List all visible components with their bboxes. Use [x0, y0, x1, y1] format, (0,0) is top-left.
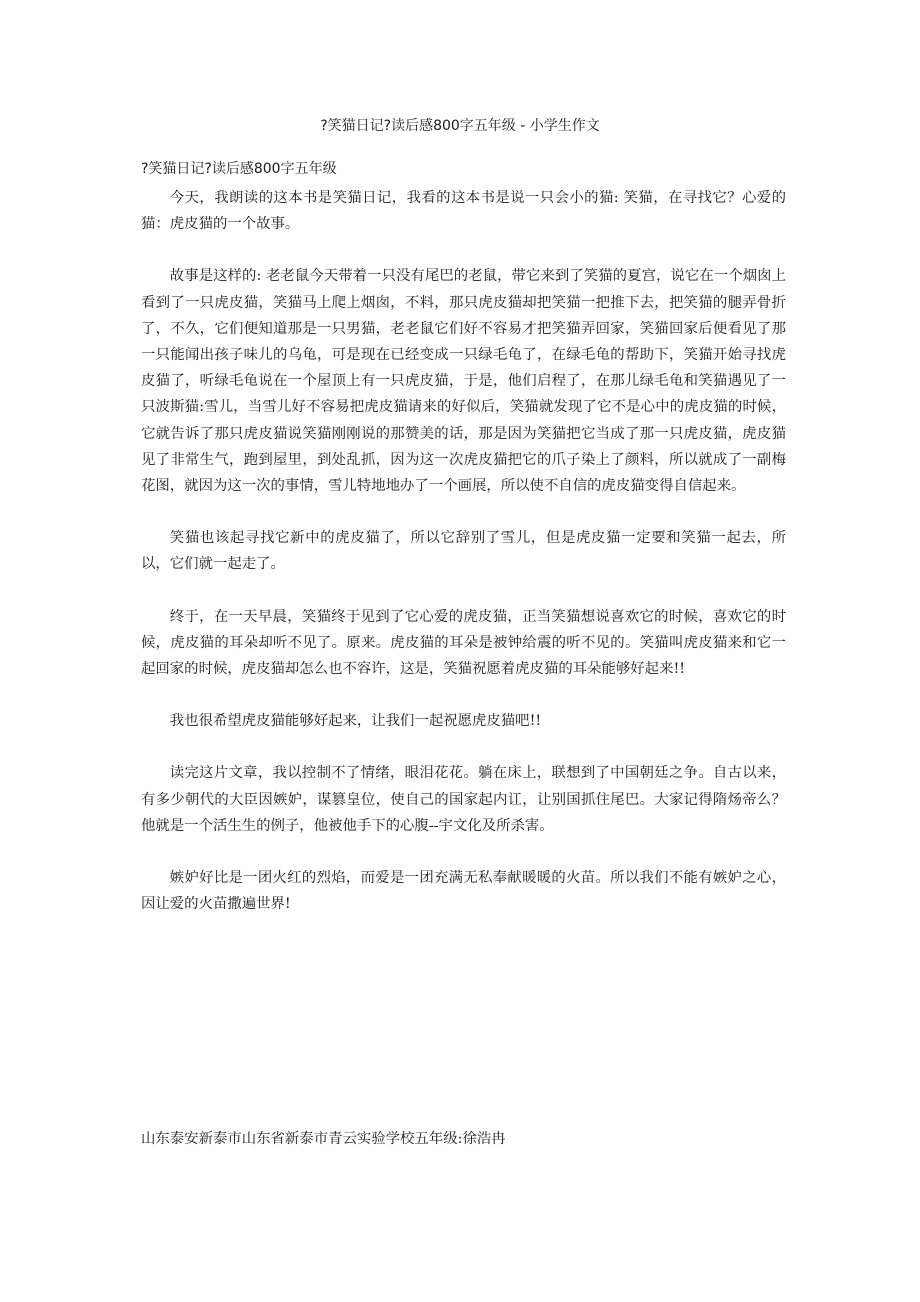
document-subtitle: ?笑猫日记?读后感800字五年级 — [141, 161, 337, 177]
author-line: 山东泰安新泰市山东省新泰市青云实验学校五年级:徐浩冉 — [141, 1131, 506, 1147]
paragraph-3: 笑猫也该起寻找它新中的虎皮猫了，所以它辞别了雪儿，但是虎皮猫一定要和笑猫一起去，所以，它们就一起走了。 — [141, 530, 786, 573]
paragraph-7: 嫉妒好比是一团火红的烈焰，而爱是一团充满无私奉献暖暖的火苗。所以我们不能有嫉妒之心，因让爱的火苗撒遍世界! — [141, 870, 786, 913]
paragraph-5: 我也很希望虎皮猫能够好起来，让我们一起祝愿虎皮猫吧!! — [169, 713, 542, 730]
paragraph-2: 故事是这样的: 老老鼠今天带着一只没有尾巴的老鼠，带它来到了笑猫的夏宫，说它在一个烟囱上看到了一只虎皮猫，笑猫马上爬上烟囱，不料，那只虎皮猫却把笑猫一把推下去，把笑猫的腿弄骨折了，不久，它们便知道那是一只男猫，老老鼠它们好不容易才把笑猫弄回家，笑猫回家后便看见了那一只能闻出孩子味儿的乌龟，可是现在已经变成一只绿毛龟了，在绿毛龟的帮助下，笑猫开始寻找虎皮猫了，听绿毛龟说在一个屋顶上有一只虎皮猫，于是，他们启程了，在那儿绿毛龟和笑猫遇见了一只波斯猫:雪儿，当雪儿好不容易把虎皮猫请来的好似后，笑猫就发现了它不是心中的虎皮猫的时候，它就告诉了那只虎皮猫说笑猫刚刚说的那赞美的话，那是因为笑猫把它当成了那一只虎皮猫，虎皮猫见了非常生气，跑到屋里，到处乱抓，因为这一次虎皮猫把它的爪子染上了颜料，所以就成了一副梅花图，就因为这一次的事情，雪儿特地地办了一个画展，所以使不自信的虎皮猫变得自信起来。 — [141, 268, 786, 495]
document-title: ?笑猫日记?读后感800字五年级 - 小学生作文 — [320, 118, 600, 134]
document-body — [141, 159, 786, 943]
paragraph-4: 终于，在一天早晨，笑猫终于见到了它心爱的虎皮猫，正当笑猫想说喜欢它的时候，喜欢它的时候，虎皮猫的耳朵却听不见了。原来。虎皮猫的耳朵是被钟给震的听不见的。笑猫叫虎皮猫来和它一起回家的时候，虎皮猫却怎么也不容许，这是，笑猫祝愿着虎皮猫的耳朵能够好起来!! — [141, 608, 786, 678]
paragraph-1: 今天，我朗读的这本书是笑猫日记，我看的这本书是说一只会小的猫: 笑猫，在寻找它？心爱的猫：虎皮猫的一个故事。 — [141, 190, 786, 233]
paragraph-6: 读完这片文章，我以控制不了情绪，眼泪花花。躺在床上，联想到了中国朝廷之争。自古以来，有多少朝代的大臣因嫉妒，谋篡皇位，使自己的国家起内讧，让别国抓住尾巴。大家记得隋炀帝么？他就是一个活生生的例子，他被他手下的心腹--宇文化及所杀害。 — [141, 765, 786, 834]
